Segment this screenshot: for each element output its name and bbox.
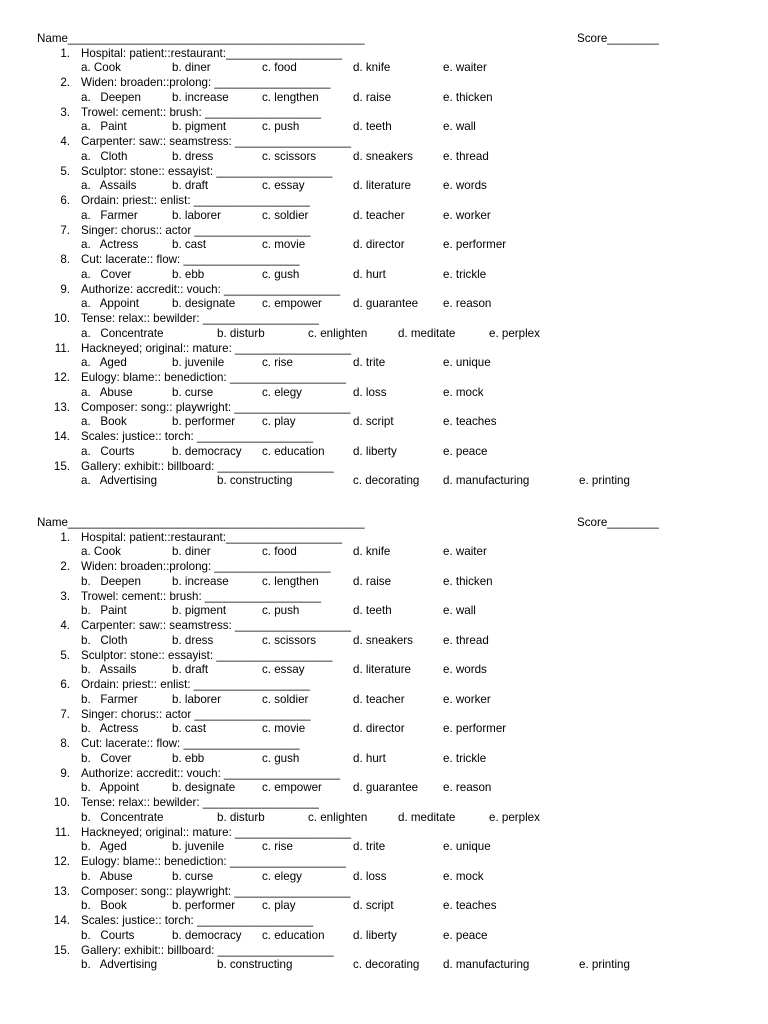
- answer-option: d. literature: [353, 179, 411, 193]
- answer-options-row: [0, 870, 768, 885]
- answer-option: c. scissors: [262, 149, 317, 163]
- answer-option: b. draft: [172, 179, 209, 193]
- answer-option: e. trickle: [443, 267, 487, 281]
- answer-option: a. Cover: [81, 267, 132, 281]
- question-line: [0, 224, 768, 239]
- answer-option: b. increase: [172, 90, 229, 104]
- question-prompt: Carpenter: saw:: seamstress: __________________: [81, 135, 352, 148]
- question-prompt: Trowel: cement:: brush: __________________: [81, 589, 321, 603]
- answer-option: e. thread: [443, 149, 489, 163]
- question-line: [0, 106, 768, 121]
- answer-option: c. education: [262, 928, 325, 942]
- answer-option: d. director: [353, 722, 405, 736]
- answer-option: b. increase: [172, 574, 229, 588]
- question-number: 7.: [60, 707, 70, 721]
- answer-option: b. Book: [81, 899, 127, 913]
- answer-option: b. Abuse: [81, 869, 133, 883]
- answer-option: b. diner: [172, 545, 211, 559]
- answer-option: e. printing: [579, 958, 630, 972]
- answer-option: d. meditate: [398, 326, 456, 340]
- answer-option: c. gush: [262, 267, 300, 281]
- answer-options-row: [0, 356, 768, 371]
- question-line: [0, 194, 768, 209]
- question-line: [0, 796, 768, 811]
- question-line: [0, 342, 768, 357]
- question-line: [0, 885, 768, 900]
- answer-option: d. loss: [353, 385, 387, 399]
- answer-option: b. designate: [172, 297, 236, 311]
- question-prompt: Sculptor: stone:: essayist: __________________: [81, 648, 333, 662]
- answer-options-row: [0, 663, 768, 678]
- question-line: [0, 165, 768, 180]
- answer-option: b. ebb: [172, 751, 205, 765]
- question-number: 4.: [60, 619, 70, 632]
- answer-option: c. scissors: [262, 633, 317, 647]
- question-number: 6.: [60, 194, 70, 207]
- answer-option: c. empower: [262, 297, 322, 311]
- question-line: [0, 253, 768, 268]
- answer-option: e. printing: [579, 474, 630, 488]
- answer-option: d. literature: [353, 663, 411, 677]
- question-prompt: Hackneyed; original:: mature: __________________: [81, 825, 352, 839]
- question-number: 9.: [60, 282, 70, 296]
- answer-option: e. worker: [443, 692, 491, 706]
- question-prompt: Authorize: accredit:: vouch: __________________: [81, 282, 341, 296]
- question-line: [0, 283, 768, 298]
- answer-option: c. food: [262, 545, 297, 559]
- answer-options-row: [0, 474, 768, 489]
- question-line: [0, 708, 768, 723]
- question-number: 8.: [60, 253, 70, 266]
- question-line: [0, 371, 768, 386]
- answer-options-row: [0, 840, 768, 855]
- question-number: 5.: [60, 164, 70, 178]
- question-prompt: Singer: chorus:: actor __________________: [81, 707, 311, 721]
- question-prompt: Ordain: priest:: enlist: __________________: [81, 194, 310, 207]
- question-line: [0, 737, 768, 752]
- answer-option: c. lengthen: [262, 90, 319, 104]
- answer-option: a. Cook: [81, 545, 121, 559]
- answer-option: c. essay: [262, 663, 305, 677]
- answer-options-row: [0, 545, 768, 560]
- answer-option: b. Cover: [81, 751, 132, 765]
- question-prompt: Gallery: exhibit:: billboard: __________________: [81, 459, 334, 473]
- answer-option: b. performer: [172, 415, 236, 429]
- answer-option: c. rise: [262, 356, 293, 370]
- answer-option: c. movie: [262, 238, 306, 252]
- answer-option: c. elegy: [262, 385, 302, 399]
- answer-option: b. Concentrate: [81, 810, 164, 824]
- score-field-label: Score________: [577, 32, 659, 45]
- question-number: 1.: [60, 46, 70, 60]
- name-field-label: Name______________________________________________: [37, 32, 365, 45]
- answer-options-row: [0, 575, 768, 590]
- answer-option: d. manufacturing: [443, 958, 530, 972]
- answer-option: b. cast: [172, 238, 207, 252]
- sheet-header: [37, 516, 737, 531]
- answer-option: e. peace: [443, 444, 488, 458]
- answer-options-row: [0, 752, 768, 767]
- answer-option: a. Concentrate: [81, 326, 164, 340]
- question-line: [0, 767, 768, 782]
- answer-option: b. dress: [172, 149, 214, 163]
- answer-option: b. disturb: [217, 326, 265, 340]
- question-number: 2.: [60, 560, 70, 573]
- answer-option: d. director: [353, 238, 405, 252]
- answer-option: b. Deepen: [81, 574, 141, 588]
- question-line: [0, 76, 768, 91]
- answer-option: c. push: [262, 604, 300, 618]
- answer-option: a. Deepen: [81, 90, 141, 104]
- question-number: 1.: [60, 530, 70, 544]
- answer-options-row: [0, 297, 768, 312]
- answer-option: c. play: [262, 899, 296, 913]
- question-number: 11.: [54, 825, 70, 839]
- answer-options-row: [0, 634, 768, 649]
- answer-option: e. words: [443, 663, 487, 677]
- answer-option: e. mock: [443, 385, 484, 399]
- answer-options-row: [0, 238, 768, 253]
- question-number: 13.: [53, 400, 70, 414]
- answer-option: b. Paint: [81, 604, 127, 618]
- answer-option: a. Book: [81, 415, 127, 429]
- question-number: 15.: [53, 943, 70, 957]
- question-line: [0, 531, 768, 546]
- answer-option: c. lengthen: [262, 574, 319, 588]
- question-prompt: Cut: lacerate:: flow: __________________: [81, 253, 300, 266]
- answer-option: c. food: [262, 61, 297, 75]
- question-prompt: Widen: broaden::prolong: __________________: [81, 76, 331, 89]
- answer-option: e. reason: [443, 297, 492, 311]
- answer-option: e. perplex: [489, 326, 540, 340]
- answer-option: e. thicken: [443, 90, 493, 104]
- answer-option: a. Assails: [81, 179, 137, 193]
- answer-options-row: [0, 179, 768, 194]
- answer-option: c. decorating: [353, 958, 420, 972]
- answer-option: b. dress: [172, 633, 214, 647]
- answer-option: b. Aged: [81, 840, 127, 854]
- answer-option: d. liberty: [353, 928, 397, 942]
- answer-option: b. Assails: [81, 663, 137, 677]
- answer-option: c. enlighten: [308, 326, 368, 340]
- answer-option: c. movie: [262, 722, 306, 736]
- answer-option: e. teaches: [443, 899, 497, 913]
- question-number: 12.: [53, 371, 70, 384]
- answer-option: b. disturb: [217, 810, 265, 824]
- question-prompt: Hospital: patient::restaurant:__________________: [81, 530, 343, 544]
- question-prompt: Composer: song:: playwright: __________________: [81, 884, 351, 898]
- answer-option: a. Cook: [81, 61, 121, 75]
- answer-option: b. diner: [172, 61, 211, 75]
- question-line: [0, 560, 768, 575]
- question-line: [0, 855, 768, 870]
- answer-options-row: [0, 604, 768, 619]
- question-line: [0, 135, 768, 150]
- answer-option: c. enlighten: [308, 810, 368, 824]
- answer-option: e. words: [443, 179, 487, 193]
- answer-option: b. democracy: [172, 444, 242, 458]
- answer-options-row: [0, 958, 768, 973]
- question-number: 3.: [60, 105, 70, 119]
- answer-option: c. elegy: [262, 869, 302, 883]
- question-number: 14.: [53, 430, 70, 443]
- answer-option: a. Abuse: [81, 385, 133, 399]
- question-number: 14.: [53, 914, 70, 927]
- answer-option: a. Appoint: [81, 297, 140, 311]
- sheet-header: [37, 32, 737, 47]
- question-prompt: Tense: relax:: bewilder: __________________: [81, 312, 319, 325]
- answer-option: a. Advertising: [81, 474, 158, 488]
- question-prompt: Cut: lacerate:: flow: __________________: [81, 737, 300, 750]
- answer-options-row: [0, 899, 768, 914]
- question-number: 2.: [60, 76, 70, 89]
- answer-option: e. waiter: [443, 545, 487, 559]
- answer-option: a. Cloth: [81, 149, 128, 163]
- answer-options-row: [0, 61, 768, 76]
- answer-option: b. Farmer: [81, 692, 138, 706]
- answer-option: c. education: [262, 444, 325, 458]
- answer-option: e. thicken: [443, 574, 493, 588]
- answer-option: d. hurt: [353, 267, 386, 281]
- question-line: [0, 944, 768, 959]
- answer-option: e. peace: [443, 928, 488, 942]
- answer-options-row: [0, 781, 768, 796]
- answer-option: d. teeth: [353, 604, 392, 618]
- question-number: 6.: [60, 678, 70, 691]
- answer-options-row: [0, 445, 768, 460]
- answer-option: e. performer: [443, 722, 507, 736]
- answer-options-row: [0, 327, 768, 342]
- answer-option: e. teaches: [443, 415, 497, 429]
- question-prompt: Sculptor: stone:: essayist: __________________: [81, 164, 333, 178]
- answer-option: c. essay: [262, 179, 305, 193]
- question-number: 4.: [60, 135, 70, 148]
- question-prompt: Carpenter: saw:: seamstress: __________________: [81, 619, 352, 632]
- answer-option: b. Cloth: [81, 633, 128, 647]
- answer-option: d. teeth: [353, 120, 392, 134]
- answer-option: c. decorating: [353, 474, 420, 488]
- question-prompt: Eulogy: blame:: benediction: __________________: [81, 371, 346, 384]
- answer-option: e. trickle: [443, 751, 487, 765]
- question-prompt: Widen: broaden::prolong: __________________: [81, 560, 331, 573]
- question-line: [0, 649, 768, 664]
- answer-option: b. juvenile: [172, 840, 225, 854]
- question-prompt: Scales: justice:: torch: __________________: [81, 430, 314, 443]
- answer-options-row: [0, 415, 768, 430]
- question-line: [0, 460, 768, 475]
- question-number: 10.: [53, 796, 70, 809]
- question-prompt: Scales: justice:: torch: __________________: [81, 914, 314, 927]
- question-number: 13.: [53, 884, 70, 898]
- answer-options-row: [0, 386, 768, 401]
- answer-option: e. wall: [443, 604, 476, 618]
- question-prompt: Tense: relax:: bewilder: __________________: [81, 796, 319, 809]
- answer-options-row: [0, 929, 768, 944]
- question-number: 7.: [60, 223, 70, 237]
- answer-option: d. liberty: [353, 444, 397, 458]
- answer-option: c. soldier: [262, 692, 309, 706]
- answer-option: b. constructing: [217, 474, 293, 488]
- answer-option: e. mock: [443, 869, 484, 883]
- answer-option: a. Farmer: [81, 208, 138, 222]
- question-line: [0, 430, 768, 445]
- answer-option: d. loss: [353, 869, 387, 883]
- answer-options-row: [0, 150, 768, 165]
- answer-options-row: [0, 120, 768, 135]
- answer-option: b. draft: [172, 663, 209, 677]
- answer-option: b. curse: [172, 385, 214, 399]
- answer-option: b. designate: [172, 781, 236, 795]
- answer-option: c. push: [262, 120, 300, 134]
- question-line: [0, 590, 768, 605]
- question-number: 11.: [54, 341, 70, 355]
- answer-option: d. guarantee: [353, 297, 419, 311]
- answer-option: e. perplex: [489, 810, 540, 824]
- answer-option: d. knife: [353, 545, 391, 559]
- answer-option: e. performer: [443, 238, 507, 252]
- answer-options-row: [0, 811, 768, 826]
- question-prompt: Hackneyed; original:: mature: __________________: [81, 341, 352, 355]
- answer-option: d. meditate: [398, 810, 456, 824]
- question-line: [0, 47, 768, 62]
- question-number: 12.: [53, 855, 70, 868]
- answer-option: e. reason: [443, 781, 492, 795]
- answer-option: c. soldier: [262, 208, 309, 222]
- answer-option: b. ebb: [172, 267, 205, 281]
- answer-option: b. cast: [172, 722, 207, 736]
- question-prompt: Ordain: priest:: enlist: __________________: [81, 678, 310, 691]
- question-line: [0, 619, 768, 634]
- answer-options-row: [0, 693, 768, 708]
- answer-option: b. Courts: [81, 928, 135, 942]
- answer-options-row: [0, 91, 768, 106]
- answer-option: b. democracy: [172, 928, 242, 942]
- answer-option: d. teacher: [353, 692, 405, 706]
- answer-option: d. manufacturing: [443, 474, 530, 488]
- answer-option: a. Aged: [81, 356, 127, 370]
- question-line: [0, 312, 768, 327]
- answer-option: b. curse: [172, 869, 214, 883]
- answer-option: d. sneakers: [353, 149, 413, 163]
- answer-option: b. performer: [172, 899, 236, 913]
- answer-option: b. pigment: [172, 604, 227, 618]
- question-line: [0, 401, 768, 416]
- answer-option: d. guarantee: [353, 781, 419, 795]
- answer-option: e. unique: [443, 840, 491, 854]
- question-prompt: Eulogy: blame:: benediction: __________________: [81, 855, 346, 868]
- answer-option: d. script: [353, 415, 394, 429]
- answer-option: c. empower: [262, 781, 322, 795]
- answer-option: e. waiter: [443, 61, 487, 75]
- question-prompt: Singer: chorus:: actor __________________: [81, 223, 311, 237]
- answer-option: e. unique: [443, 356, 491, 370]
- answer-option: c. rise: [262, 840, 293, 854]
- question-prompt: Gallery: exhibit:: billboard: __________________: [81, 943, 334, 957]
- answer-option: b. laborer: [172, 208, 221, 222]
- answer-option: b. constructing: [217, 958, 293, 972]
- answer-option: b. juvenile: [172, 356, 225, 370]
- answer-option: b. Appoint: [81, 781, 140, 795]
- question-line: [0, 826, 768, 841]
- question-prompt: Trowel: cement:: brush: __________________: [81, 105, 321, 119]
- answer-options-row: [0, 209, 768, 224]
- answer-option: e. worker: [443, 208, 491, 222]
- answer-option: d. sneakers: [353, 633, 413, 647]
- answer-option: d. raise: [353, 90, 392, 104]
- question-number: 10.: [53, 312, 70, 325]
- answer-option: d. script: [353, 899, 394, 913]
- question-line: [0, 914, 768, 929]
- answer-option: d. trite: [353, 356, 386, 370]
- answer-option: c. play: [262, 415, 296, 429]
- name-field-label: Name______________________________________________: [37, 516, 365, 529]
- score-field-label: Score________: [577, 516, 659, 529]
- answer-option: e. wall: [443, 120, 476, 134]
- answer-option: d. teacher: [353, 208, 405, 222]
- answer-option: a. Courts: [81, 444, 135, 458]
- answer-option: d. trite: [353, 840, 386, 854]
- answer-option: b. Actress: [81, 722, 139, 736]
- answer-option: d. hurt: [353, 751, 386, 765]
- question-prompt: Authorize: accredit:: vouch: __________________: [81, 766, 341, 780]
- question-line: [0, 678, 768, 693]
- question-number: 5.: [60, 648, 70, 662]
- answer-option: b. laborer: [172, 692, 221, 706]
- question-number: 9.: [60, 766, 70, 780]
- answer-option: a. Paint: [81, 120, 127, 134]
- answer-option: a. Actress: [81, 238, 139, 252]
- answer-option: e. thread: [443, 633, 489, 647]
- answer-options-row: [0, 268, 768, 283]
- question-number: 3.: [60, 589, 70, 603]
- question-number: 15.: [53, 459, 70, 473]
- question-prompt: Composer: song:: playwright: __________________: [81, 400, 351, 414]
- answer-option: c. gush: [262, 751, 300, 765]
- answer-option: b. pigment: [172, 120, 227, 134]
- answer-option: b. Advertising: [81, 958, 158, 972]
- answer-option: d. raise: [353, 574, 392, 588]
- answer-option: d. knife: [353, 61, 391, 75]
- question-prompt: Hospital: patient::restaurant:__________________: [81, 46, 343, 60]
- question-number: 8.: [60, 737, 70, 750]
- answer-options-row: [0, 722, 768, 737]
